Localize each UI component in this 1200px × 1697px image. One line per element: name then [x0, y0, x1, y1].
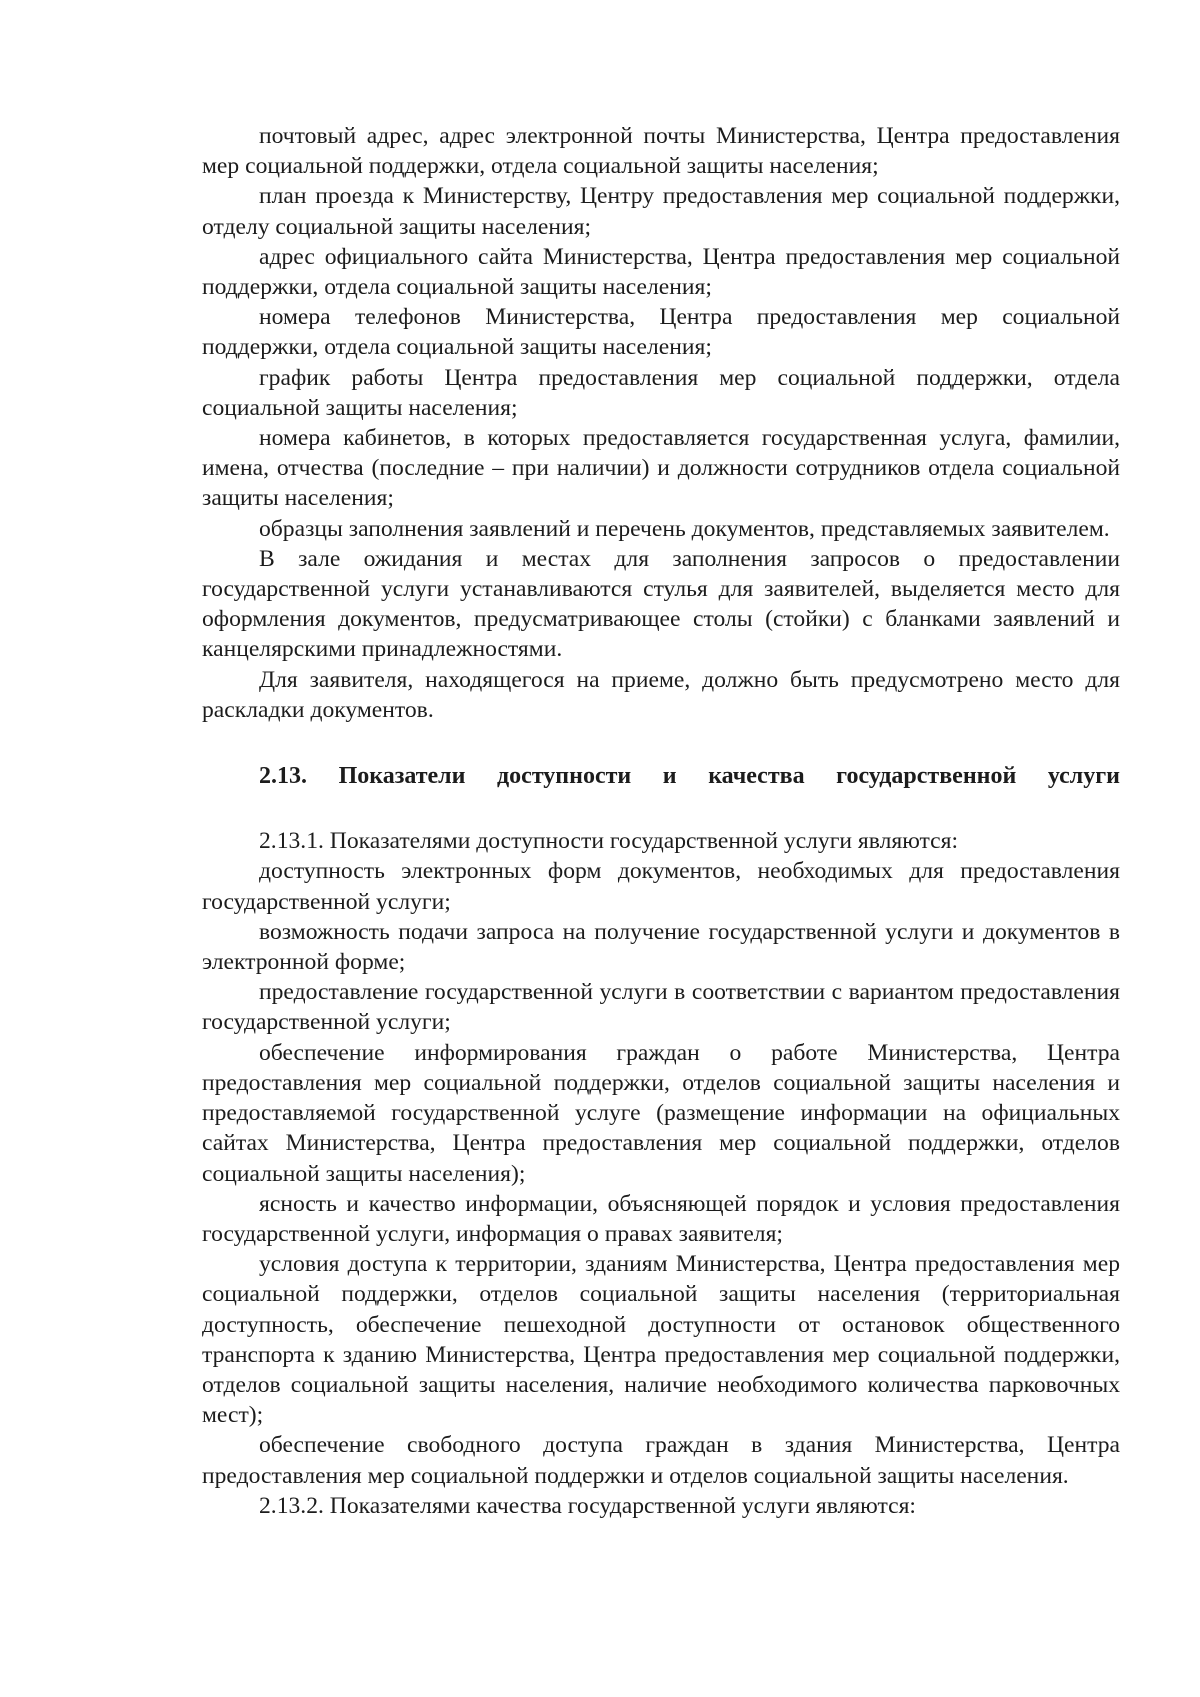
paragraph-service-variant: предоставление государственной услуги в соответствии с вариантом предоставления государственной услуги; [202, 979, 1120, 1036]
document-body [202, 121, 1120, 1521]
paragraph-phone-numbers: номера телефонов Министерства, Центра предоставления мер социальной поддержки, отдела социальной защиты населения; [202, 304, 1120, 361]
paragraph-informing-citizens: обеспечение информирования граждан о работе Министерства, Центра предоставления мер социальной поддержки, отделов социальной защиты населения и предоставляемой государственной услуге (размещение информации на официальных сайтах Министерства, Центра предоставления мер социальной поддержки, отделов социальной защиты населения); [202, 1039, 1120, 1187]
paragraph-access-conditions: условия доступа к территории, зданиям Министерства, Центра предоставления мер социальной поддержки, отделов социальной защиты населения (территориальная доступность, обеспечение пешеходной доступности от остановок общественного транспорта к зданию Министерства, Центра предоставления мер социальной поддержки, отделов социальной защиты населения, наличие необходимого количества парковочных мест); [202, 1251, 1120, 1429]
paragraph-electronic-request: возможность подачи запроса на получение государственной услуги и документов в электронной форме; [202, 918, 1120, 976]
paragraph-waiting-hall: В зале ожидания и местах для заполнения запросов о предоставлении государственной услуги устанавливаются стулья для заявителей, выделяется место для оформления документов, предусматривающее столы (стойки) с бланками заявлений и канцелярскими принадлежностями. [202, 545, 1120, 663]
paragraph-electronic-forms: доступность электронных форм документов, необходимых для предоставления государственной услуги; [202, 858, 1120, 915]
paragraph-work-schedule: график работы Центра предоставления мер социальной поддержки, отдела социальной защиты населения; [202, 364, 1120, 421]
paragraph-free-access: обеспечение свободного доступа граждан в здания Министерства, Центра предоставления мер социальной поддержки и отделов социальной защиты населения. [202, 1432, 1120, 1489]
paragraph-sample-forms: образцы заполнения заявлений и перечень документов, представляемых заявителем. [259, 515, 1110, 542]
paragraph-2-13-1: 2.13.1. Показателями доступности государственной услуги являются: [259, 828, 959, 855]
paragraph-route-plan: план проезда к Министерству, Центру предоставления мер социальной поддержки, отделу социальной защиты населения; [202, 183, 1120, 240]
paragraph-official-site: адрес официального сайта Министерства, Центра предоставления мер социальной поддержки, отдела социальной защиты населения; [202, 243, 1120, 301]
paragraph-document-layout-place: Для заявителя, находящегося на приеме, должно быть предусмотрено место для раскладки документов. [202, 666, 1120, 723]
section-heading: 2.13. Показатели доступности и качества государственной услуги [259, 763, 1120, 790]
paragraph-clarity-of-information: ясность и качество информации, объясняющей порядок и условия предоставления государственной услуги, информация о правах заявителя; [202, 1190, 1120, 1247]
paragraph-office-numbers: номера кабинетов, в которых предоставляется государственная услуга, фамилии, имена, отчества (последние – при наличии) и должности сотрудников отдела социальной защиты населения; [202, 425, 1120, 512]
paragraph-postal-address: почтовый адрес, адрес электронной почты Министерства, Центра предоставления мер социальной поддержки, отдела социальной защиты населения; [202, 123, 1120, 180]
paragraph-2-13-2: 2.13.2. Показателями качества государственной услуги являются: [259, 1492, 916, 1519]
